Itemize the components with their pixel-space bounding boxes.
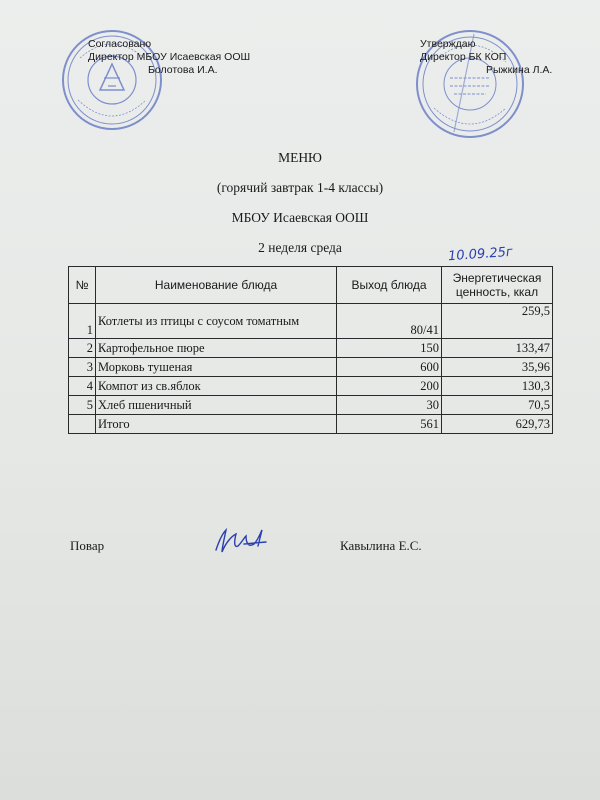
cell-dish: Морковь тушеная xyxy=(96,358,337,377)
total-energy: 629,73 xyxy=(442,415,553,434)
week-day: 2 неделя среда xyxy=(258,240,342,255)
cell-dish: Картофельное пюре xyxy=(96,339,337,358)
cook-name: Кавылина Е.С. xyxy=(340,538,422,553)
cook-signature xyxy=(210,524,270,558)
cell-energy: 259,5 xyxy=(442,304,553,339)
cell-no: 2 xyxy=(69,339,96,358)
table-row xyxy=(69,377,553,396)
approval-left-name: Болотова И.А. xyxy=(148,64,218,76)
approval-right-name: Рыжкина Л.А. xyxy=(486,64,553,76)
cell-output: 30 xyxy=(337,396,442,415)
header-no: № xyxy=(69,267,96,304)
cell-dish: Компот из св.яблок xyxy=(96,377,337,396)
total-output: 561 xyxy=(337,415,442,434)
cell-no: 3 xyxy=(69,358,96,377)
cell-energy: 70,5 xyxy=(442,396,553,415)
school-name: МБОУ Исаевская ООШ xyxy=(231,210,369,225)
table-header-row xyxy=(69,267,553,304)
page-subtitle: (горячий завтрак 1-4 классы) xyxy=(216,180,384,195)
approval-left-title: Согласовано xyxy=(88,38,152,50)
handwritten-date: 10.09.25г xyxy=(447,244,514,265)
approval-right-position: Директор БК КОП xyxy=(420,51,507,63)
table-row xyxy=(69,396,553,415)
cell-output: 150 xyxy=(337,339,442,358)
header-energy: Энергетическая ценность, ккал xyxy=(442,267,553,304)
table-total-row xyxy=(69,415,553,434)
table-row xyxy=(69,339,553,358)
cell-energy: 35,96 xyxy=(442,358,553,377)
cell-no: 1 xyxy=(69,304,96,339)
approval-left-position: Директор МБОУ Исаевская ООШ xyxy=(88,51,251,63)
cell-no: 4 xyxy=(69,377,96,396)
cell-dish: Хлеб пшеничный xyxy=(96,396,337,415)
cell-output: 600 xyxy=(337,358,442,377)
cell-no-empty xyxy=(69,415,96,434)
cell-energy: 130,3 xyxy=(442,377,553,396)
cell-output: 200 xyxy=(337,377,442,396)
approval-left xyxy=(88,38,250,77)
cell-energy: 133,47 xyxy=(442,339,553,358)
page-title: МЕНЮ xyxy=(278,150,322,165)
menu-table xyxy=(68,266,553,434)
cook-role: Повар xyxy=(70,538,105,553)
cell-output: 80/41 xyxy=(337,304,442,339)
table-row xyxy=(69,304,553,339)
cell-no: 5 xyxy=(69,396,96,415)
table-row xyxy=(69,358,553,377)
cell-dish: Котлеты из птицы с соусом томатным xyxy=(96,304,337,339)
approval-right xyxy=(420,38,552,77)
approval-right-title: Утверждаю xyxy=(420,38,476,50)
header-dish: Наименование блюда xyxy=(96,267,337,304)
total-label: Итого xyxy=(96,415,337,434)
header-output: Выход блюда xyxy=(337,267,442,304)
